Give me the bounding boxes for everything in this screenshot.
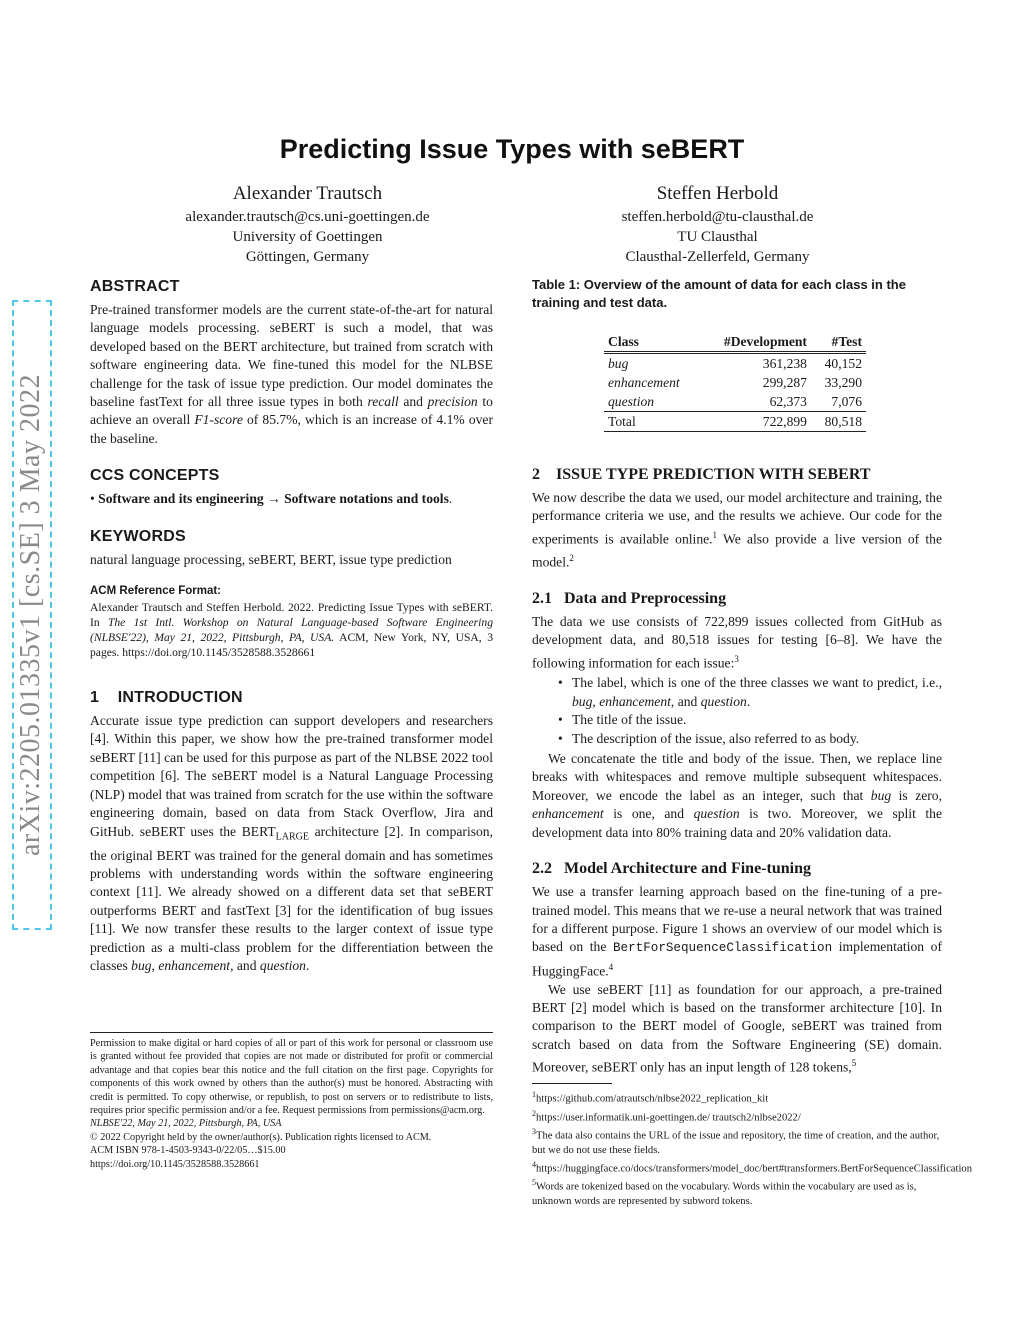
footnote: $^1$https://github.com/atrautsch/nlbse2022_replication_kit — [532, 1090, 769, 1105]
left-column — [90, 278, 493, 975]
section-2-2-heading: 2.2 Model Architecture and Fine-tuning — [532, 860, 811, 878]
intro-text: Accurate issue type prediction can support developers and researchers [4]. Within this paper, we show how the pre-trained transformer model seBERT [11] can be used for this purpose as part of the NLBSE 2022 tool competition [6]. The seBERT model is a Natural Language Processing (NLP) model that was trained from scratch for the use within the software engineering domain, based on data from Stack Overflow, Jira and GitHub. seBERT uses the $BERT_{LARGE}$ architecture [2]. In comparison, the original BERT was trained for the general domain and has sometimes problems with understanding words within the software engineering context [11]. We already showed on a different data set that seBERT outperforms BERT and fastText [3] for the identification of bug issues [11]. We now transfer these results to the larger context of issue type prediction as a multi-class problem for the differentiation between the classes bug, enhancement, and question. — [90, 713, 493, 974]
table-cell: 33,290 — [824, 375, 862, 390]
permission-text: Permission to make digital or hard copies of all or part of this work for personal or classroom use is granted without fee provided that copies are not made or distributed for profit or commercial advantage and that copies bear this notice and the full citation on the first page. Copyrights for components of this work owned by others than the author(s) must be honored. Abstracting with credit is permitted. To copy otherwise, or republish, to post on servers or to redistribute to lists, requires prior specific permission and/or a fee. Request permissions from permissions@acm.org. — [90, 1038, 493, 1117]
abstract-text: Pre-trained transformer models are the current state-of-the-art for natural language models processing. seBERT is such a model, that was developed based on the BERT architecture, but trained from scratch with software engineering data. We fine-tuned this model for the NLBSE challenge for the task of issue type prediction. Our model dominates the baseline fastText for all three issue types in both recall and precision to achieve an overall F1-score of 85.7%, which is an increase of 4.1% over the baseline. — [90, 302, 493, 446]
acm-ref-heading: ACM Reference Format: — [90, 585, 221, 598]
arxiv-stamp: arXiv:2205.01335v1 [cs.SE] 3 May 2022 — [12, 300, 52, 930]
table-header: Class — [608, 334, 639, 349]
footnotes — [532, 1088, 972, 1209]
table-cell: 361,238 — [762, 356, 807, 371]
table-cell: 7,076 — [831, 394, 862, 409]
ccs-heading: CCS CONCEPTS — [90, 467, 220, 485]
section-2-2-text: We use a transfer learning approach based on the fine-tuning of a pre-trained model. This means that we re-use a neural network that was trained for a different purpose. Figure 1 shows an overview of our model which is based on the BertForSequenceClassification implementation of HuggingFace.$^4$ — [532, 884, 942, 979]
keywords-text: natural language processing, seBERT, BERT, issue type prediction — [90, 551, 452, 567]
author-affiliation: University of Goettingen — [232, 229, 383, 245]
section-2-1-text: The data we use consists of 722,899 issues collected from GitHub as development data, and 80,518 issues for testing [6–8]. We have the following information for each issue:$^3$ — [532, 613, 942, 671]
section-2-1-heading: 2.1 Data and Preprocessing — [532, 589, 727, 607]
keywords-heading: KEYWORDS — [90, 527, 186, 545]
permission-isbn: ACM ISBN 978-1-4503-9343-0/22/05…$15.00 — [90, 1145, 286, 1157]
abstract-heading: ABSTRACT — [90, 278, 180, 295]
list-item: • The description of the issue, also referred to as body. — [532, 730, 942, 748]
permission-venue: NLBSE'22, May 21, 2022, Pittsburgh, PA, USA — [90, 1118, 282, 1130]
table-cell: bug — [608, 356, 629, 371]
footnote: $^3$The data also contains the URL of the issue and repository, the time of creation, and the author, but we do not use these fields. — [532, 1127, 940, 1156]
table-row — [604, 353, 866, 374]
data-table — [604, 332, 866, 432]
permission-copyright: © 2022 Copyright held by the owner/author(s). Publication rights licensed to ACM. — [90, 1131, 432, 1143]
acm-ref-text: Alexander Trautsch and Steffen Herbold. 2022. Predicting Issue Types with seBERT. In The 1st Intl. Workshop on Natural Language-based Software Engineering (NLBSE'22), May 21, 2022, Pittsburgh, PA, USA. ACM, New York, NY, USA, 3 pages. https://doi.org/10.1145/3528588.3528661 — [90, 601, 493, 660]
author-location: Clausthal-Zellerfeld, Germany — [625, 249, 810, 265]
footnote: $^5$Words are tokenized based on the vocabulary. Words within the vocabulary are used as is, unknown words are represented by subword tokens. — [532, 1178, 917, 1207]
author-name: Steffen Herbold — [656, 183, 779, 204]
table-cell: Total — [608, 414, 636, 429]
table-cell: 722,899 — [762, 414, 807, 429]
author-email: steffen.herbold@tu-clausthal.de — [621, 209, 814, 225]
table-cell: 299,287 — [762, 375, 807, 390]
author-name: Alexander Trautsch — [232, 183, 383, 204]
table-caption: Table 1: Overview of the amount of data for each class in the training and test data. — [532, 277, 906, 310]
table-header: #Development — [723, 334, 807, 349]
footnote: $^2$https://user.informatik.uni-goettingen.de/ trautsch2/nlbse2022/ — [532, 1108, 801, 1124]
permission-divider — [90, 1032, 493, 1033]
table-header-row — [604, 332, 866, 353]
author-affiliation: TU Clausthal — [677, 229, 758, 245]
author-email: alexander.trautsch@cs.uni-goettingen.de — [185, 209, 430, 225]
footnote: $^4$https://huggingface.co/docs/transformers/model_doc/bert#transformers.BertForSequenceClassification — [532, 1159, 972, 1175]
permission-doi: https://doi.org/10.1145/3528588.3528661 — [90, 1158, 260, 1170]
table-cell: 40,152 — [824, 356, 862, 371]
list-item: • The label, which is one of the three classes we want to predict, i.e., bug, enhancement, and question. — [532, 674, 942, 711]
table-cell: 80,518 — [824, 414, 862, 429]
right-column — [532, 276, 942, 1077]
issue-fields-list — [532, 674, 942, 748]
permission-block — [90, 1037, 493, 1171]
table-cell: 62,373 — [769, 394, 807, 409]
author-location: Göttingen, Germany — [245, 249, 370, 265]
table-row — [604, 392, 866, 412]
intro-heading: 1 INTRODUCTION — [90, 689, 243, 707]
footnote-divider — [532, 1083, 612, 1084]
section-2-2-text-2: We use seBERT [11] as foundation for our approach, a pre-trained BERT [2] model which is based on the transformer architecture [10]. In comparison to the BERT model of Google, seBERT was trained from scratch based on data from the Software Engineering (SE) domain. Moreover, seBERT only has an input length of 128 tokens,$^5$ — [532, 981, 942, 1075]
section-2-1-text-2: We concatenate the title and body of the issue. Then, we replace line breaks with whitespaces and remove multiple subsequent whitespaces. Moreover, we encode the label as an integer, such that bug is zero, enhancement is one, and question is two. Moreover, we split the development data into 80% training data and 20% validation data. — [532, 751, 942, 840]
table-total-row — [604, 412, 866, 432]
ccs-text: • Software and its engineering → Software notations and tools. — [90, 491, 453, 507]
table-row — [604, 373, 866, 392]
section-2-heading: 2 ISSUE TYPE PREDICTION WITH SEBERT — [532, 466, 871, 483]
table-cell: question — [608, 394, 655, 409]
list-item: • The title of the issue. — [532, 711, 942, 729]
author-block-1 — [150, 181, 465, 267]
section-2-text: We now describe the data we used, our model architecture and training, the performance criteria we use, and the results we achieve. Our code for the experiments is available online.$^1$ We also provide a live version of the model.$^2$ — [532, 490, 942, 570]
table-cell: enhancement — [608, 375, 680, 390]
table-header: #Test — [831, 334, 862, 349]
paper-title: Predicting Issue Types with seBERT — [279, 134, 745, 164]
author-block-2 — [560, 181, 875, 267]
